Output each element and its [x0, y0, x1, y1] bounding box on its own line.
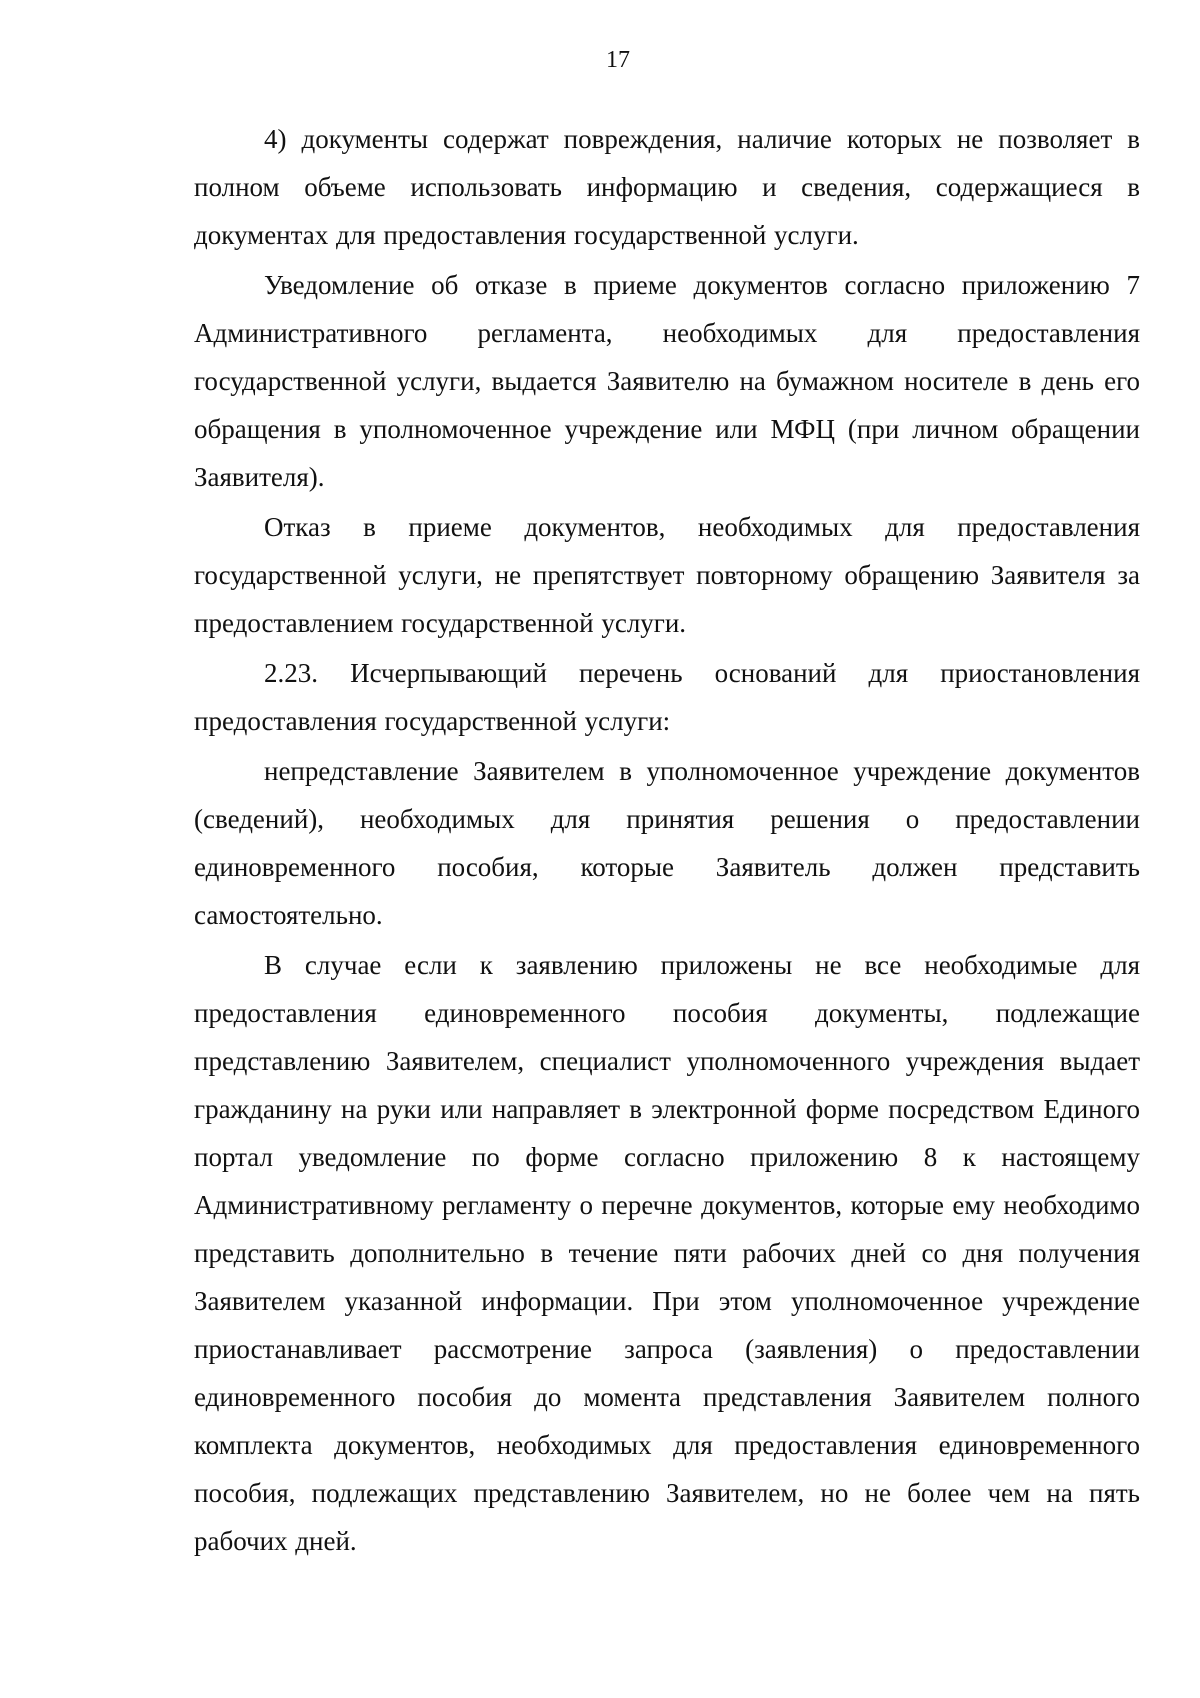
paragraph-damaged-documents: 4) документы содержат повреждения, наличие которых не позволяет в полном объеме использовать информацию и сведения, содержащиеся в документах для предоставления государственной услуги.	[194, 124, 1140, 250]
paragraph-incomplete-documents: В случае если к заявлению приложены не все необходимые для предоставления единовременного пособия документы, подлежащие представлению Заявителем, специалист уполномоченного учреждения выдает гражданину на руки или направляет в электронной форме посредством Единого портал уведомление по форме согласно приложению 8 к настоящему Административному регламенту о перечне документов, которые ему необходимо представить дополнительно в течение пяти рабочих дней со дня получения Заявителем указанной информации. При этом уполномоченное учреждение приостанавливает рассмотрение запроса (заявления) о предоставлении единовременного пособия до момента представления Заявителем полного комплекта документов, необходимых для предоставления единовременного пособия, подлежащих представлению Заявителем, но не более чем на пять рабочих дней.	[194, 950, 1140, 1556]
paragraph-section-2-23: 2.23. Исчерпывающий перечень оснований для приостановления предоставления государственной услуги:	[194, 658, 1140, 736]
paragraph-refusal-no-obstacle: Отказ в приеме документов, необходимых для предоставления государственной услуги, не препятствует повторному обращению Заявителя за предоставлением государственной услуги.	[194, 512, 1140, 638]
document-body	[194, 115, 1140, 1565]
page-number: 17	[606, 47, 630, 73]
paragraph-refusal-notice: Уведомление об отказе в приеме документов согласно приложению 7 Административного регламента, необходимых для предоставления государственной услуги, выдается Заявителю на бумажном носителе в день его обращения в уполномоченное учреждение или МФЦ (при личном обращении Заявителя).	[194, 270, 1140, 492]
paragraph-suspension-ground: непредставление Заявителем в уполномоченное учреждение документов (сведений), необходимых для принятия решения о предоставлении единовременного пособия, которые Заявитель должен представить самостоятельно.	[194, 756, 1140, 930]
